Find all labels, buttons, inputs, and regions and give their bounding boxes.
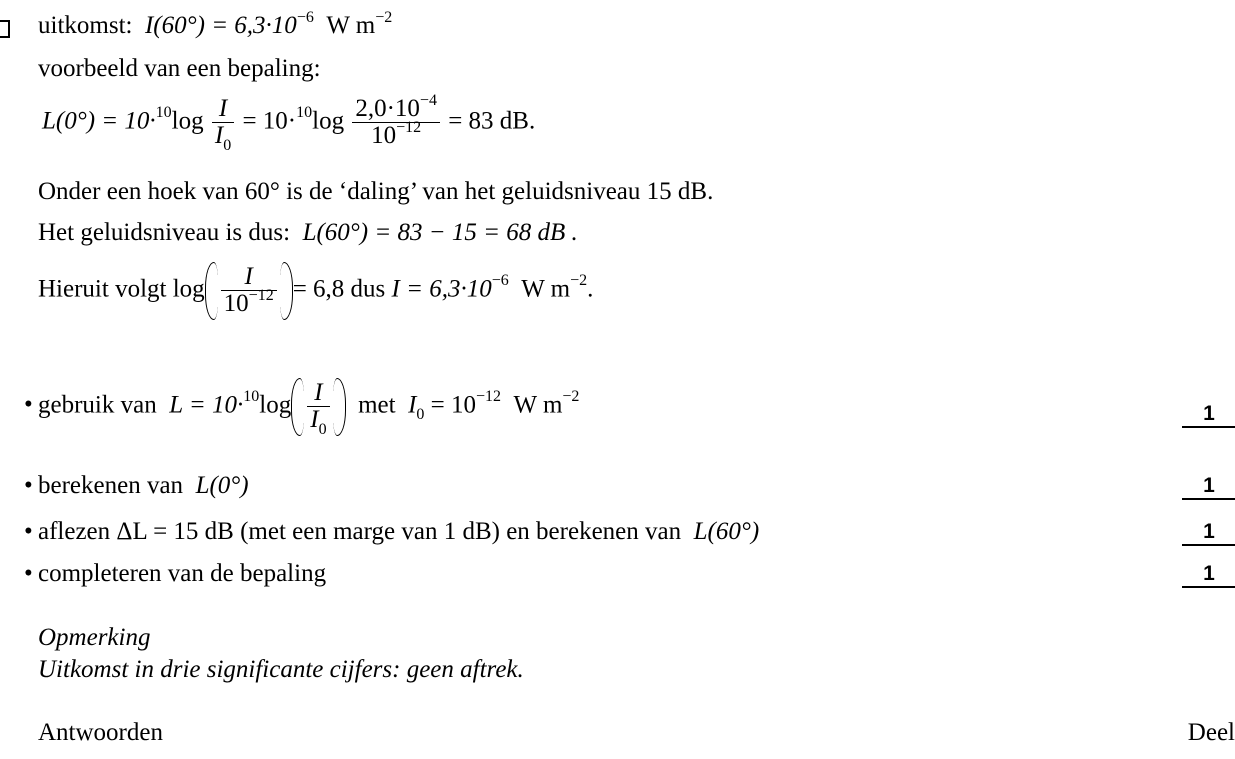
score-4: 1 bbox=[1182, 562, 1235, 588]
bullet: • bbox=[24, 518, 33, 545]
criterion-4 bbox=[24, 560, 326, 588]
footer-right: Deel bbox=[1187, 719, 1235, 746]
bullet: • bbox=[24, 560, 33, 587]
follows-den-exponent: −12 bbox=[248, 287, 274, 305]
footer-left: Antwoorden bbox=[38, 719, 163, 746]
criterion-1-fraction bbox=[307, 379, 329, 439]
remark-title: Opmerking bbox=[38, 624, 151, 651]
fraction-numerator: I bbox=[212, 96, 234, 123]
follows-numerator: I bbox=[221, 264, 277, 291]
criterion-3-math: L(60°) bbox=[693, 518, 760, 545]
criterion-2-text: berekenen van bbox=[38, 472, 184, 499]
fraction-i-over-i0 bbox=[212, 95, 234, 155]
question-marker bbox=[0, 20, 10, 38]
criterion-1-denominator bbox=[307, 406, 329, 439]
numerator-value: 2,0·10 bbox=[355, 95, 420, 122]
l0-lhs: L(0°) = 10· bbox=[42, 107, 156, 135]
l0-result: = 83 dB. bbox=[448, 107, 536, 135]
l0-formula: L(0°) = 10·$^{10}$log $\frac{I}{I_0}$ = 10·$^{10}$log $\frac{2,0\cdot 10^{-4}}{10^{-12}}$ = 83 dB. bbox=[42, 92, 536, 155]
parenthesized-fraction bbox=[205, 264, 293, 318]
criterion-1-unit-exponent: −2 bbox=[562, 388, 580, 406]
denominator-symbol: I bbox=[214, 122, 224, 150]
follows-unit-exponent: −2 bbox=[570, 272, 588, 290]
follows-den-value: 10 bbox=[223, 290, 249, 318]
criterion-1-log-base: 10 bbox=[243, 388, 260, 406]
criterion-1-numerator: I bbox=[307, 380, 329, 407]
result-unit: W m bbox=[326, 12, 376, 39]
example-heading: voorbeeld van een bepaling: bbox=[38, 55, 321, 82]
follows-prefix: Hieruit volgt bbox=[38, 275, 167, 303]
bullet: • bbox=[24, 472, 33, 499]
follows-mid: = 6,8 dus bbox=[292, 275, 386, 303]
result-value: I(60°) = 6,3·10 bbox=[144, 12, 297, 39]
criterion-1-i0-sub: 0 bbox=[416, 406, 425, 424]
remark-text: Uitkomst in drie significante cijfers: geen aftrek. bbox=[38, 656, 524, 683]
log-base: 10 bbox=[155, 104, 172, 122]
bullet: • bbox=[24, 391, 33, 419]
denominator-value: 10 bbox=[371, 122, 397, 150]
criterion-1-i0: I bbox=[408, 391, 417, 419]
criterion-1-i0-value: = 10 bbox=[430, 391, 477, 419]
score-1: 1 bbox=[1182, 402, 1235, 428]
level-equation: L(60°) = 83 − 15 = 68 dB . bbox=[302, 219, 578, 246]
criterion-1-unit: W m bbox=[513, 391, 563, 419]
denominator-exponent: −12 bbox=[396, 119, 422, 137]
follows-result: I = 6,3·10 bbox=[391, 275, 492, 303]
criterion-1-i0-exponent: −12 bbox=[476, 388, 502, 406]
criterion-1-den-symbol: I bbox=[310, 406, 319, 434]
score-3: 1 bbox=[1182, 520, 1235, 546]
criterion-1-log: log bbox=[259, 391, 292, 419]
follows-line: Hieruit volgt log $\frac{I}{10^{-12}}$ = 6,8 dus $I = 6,3\cdot 10^{-6}$ W $m^{-2}$. bbox=[38, 263, 594, 318]
log-word-2: log bbox=[312, 107, 345, 135]
result-exponent: −6 bbox=[296, 9, 314, 26]
numerator-exponent: −4 bbox=[419, 92, 437, 109]
log-word: log bbox=[171, 107, 204, 135]
fraction-denominator bbox=[212, 122, 234, 155]
denominator-subscript: 0 bbox=[223, 137, 232, 155]
criterion-1 bbox=[24, 379, 580, 439]
follows-denominator bbox=[221, 287, 277, 318]
criterion-1-prefix: gebruik van bbox=[38, 391, 157, 419]
result-line bbox=[38, 9, 393, 40]
fraction-numeric-denominator bbox=[352, 119, 440, 150]
result-unit-exponent: −2 bbox=[375, 9, 393, 26]
angle-line: Onder een hoek van 60° is de ‘daling’ van het geluidsniveau 15 dB. bbox=[38, 178, 714, 205]
fraction-numeric bbox=[352, 92, 440, 150]
criterion-3-text: aflezen ΔL = 15 dB (met een marge van 1 dB) en berekenen van bbox=[38, 518, 682, 545]
follows-unit: W m bbox=[521, 275, 571, 303]
follows-result-exponent: −6 bbox=[491, 272, 509, 290]
criterion-1-mid: met bbox=[358, 391, 396, 419]
criterion-1-paren bbox=[291, 379, 345, 439]
fraction-i-over-10 bbox=[221, 264, 277, 318]
level-line bbox=[38, 219, 578, 247]
log-base-2: 10 bbox=[296, 104, 313, 122]
criterion-1-formula: L = 10· bbox=[169, 391, 244, 419]
level-prefix: Het geluidsniveau is dus: bbox=[38, 219, 291, 246]
follows-log: log bbox=[172, 275, 205, 303]
criterion-4-text: completeren van de bepaling bbox=[38, 560, 327, 587]
score-2: 1 bbox=[1182, 474, 1235, 500]
criterion-3 bbox=[24, 518, 759, 546]
criterion-2-math: L(0°) bbox=[195, 472, 249, 499]
criterion-2 bbox=[24, 472, 249, 500]
criterion-1-den-subscript: 0 bbox=[318, 421, 327, 439]
result-label: uitkomst: bbox=[38, 12, 133, 39]
